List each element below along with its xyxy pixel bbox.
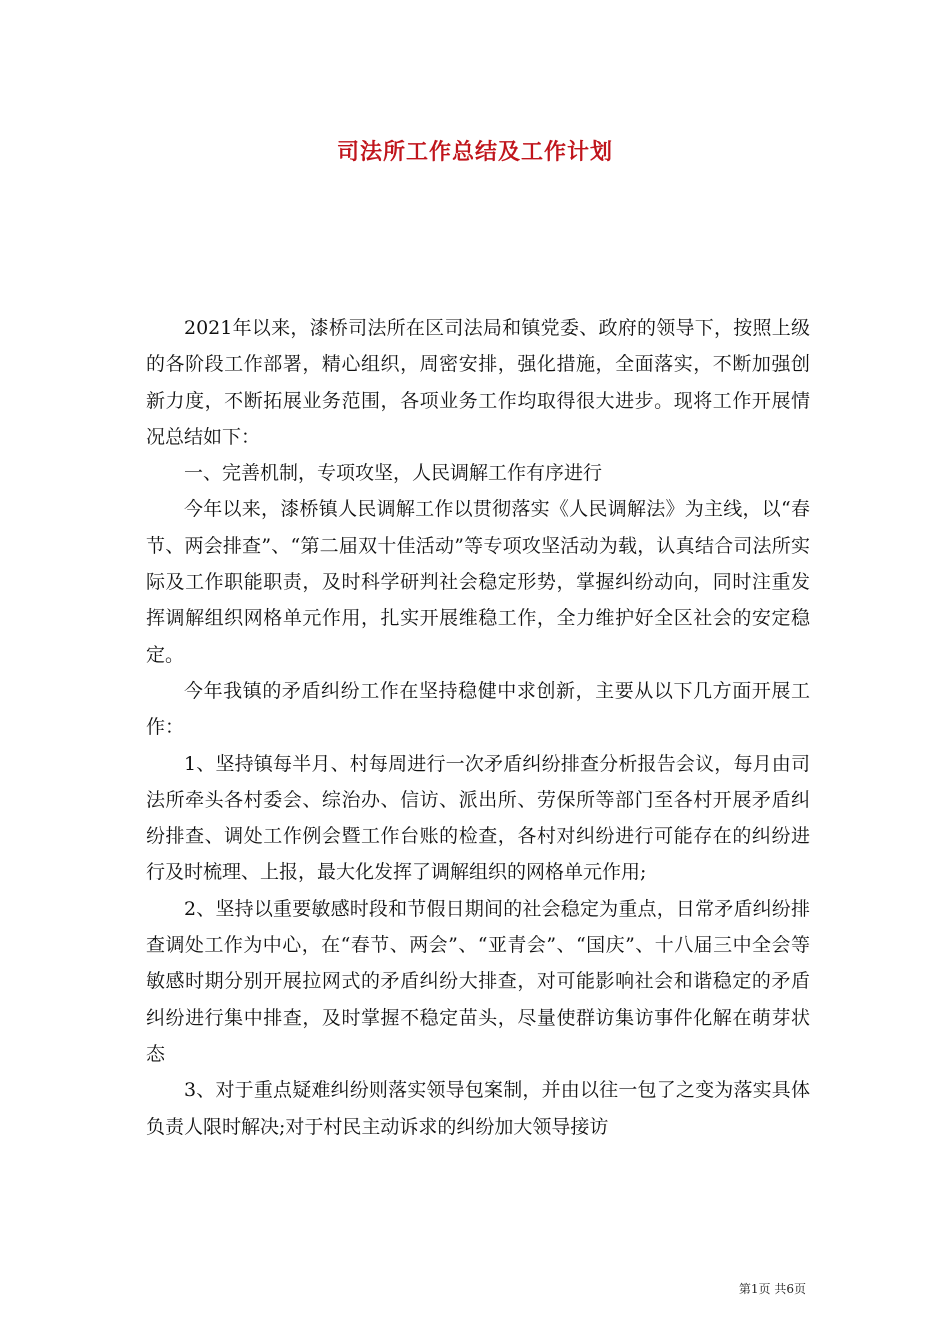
page-number: 第1页 共6页 bbox=[738, 1282, 806, 1296]
body-paragraph: 今年以来，漆桥镇人民调解工作以贯彻落实《人民调解法》为主线，以“春节、两会排查”、“第二届双十佳活动”等专项攻坚活动为载，认真结合司法所实际及工作职能职责，及时科学研判社会稳定形势，掌握纠纷动向，同时注重发挥调解组织网格单元作用，扎实开展维稳工作，全力维护好全区社会的安定稳定。 bbox=[146, 498, 810, 666]
list-item: 2、坚持以重要敏感时段和节假日期间的社会稳定为重点，日常矛盾纠纷排查调处工作为中心，在“春节、两会”、“亚青会”、“国庆”、十八届三中全会等敏感时期分别开展拉网式的矛盾纠纷大排查，对可能影响社会和谐稳定的矛盾纠纷进行集中排查，及时掌握不稳定苗头，尽量使群访集访事件化解在萌芽状态 bbox=[146, 897, 810, 1065]
body-paragraph: 今年我镇的矛盾纠纷工作在坚持稳健中求创新，主要从以下几方面开展工作： bbox=[146, 679, 810, 739]
body-paragraph: 2021年以来，漆桥司法所在区司法局和镇党委、政府的领导下，按照上级的各阶段工作部署，精心组织，周密安排，强化措施，全面落实，不断加强创新力度，不断拓展业务范围，各项业务工作均取得很大进步。现将工作开展情况总结如下： bbox=[146, 317, 810, 448]
document-body bbox=[146, 310, 810, 1145]
list-item: 1、坚持镇每半月、村每周进行一次矛盾纠纷排查分析报告会议，每月由司法所牵头各村委会、综治办、信访、派出所、劳保所等部门至各村开展矛盾纠纷排查、调处工作例会暨工作台账的检查，各村对纠纷进行可能存在的纠纷进行及时梳理、上报，最大化发挥了调解组织的网格单元作用; bbox=[146, 752, 810, 884]
document-title: 司法所工作总结及工作计划 bbox=[336, 139, 613, 165]
section-heading: 一、完善机制，专项攻坚，人民调解工作有序进行 bbox=[184, 462, 603, 485]
list-item: 3、对于重点疑难纠纷则落实领导包案制，并由以往一包了之变为落实具体负责人限时解决;对于村民主动诉求的纠纷加大领导接访 bbox=[146, 1079, 810, 1138]
